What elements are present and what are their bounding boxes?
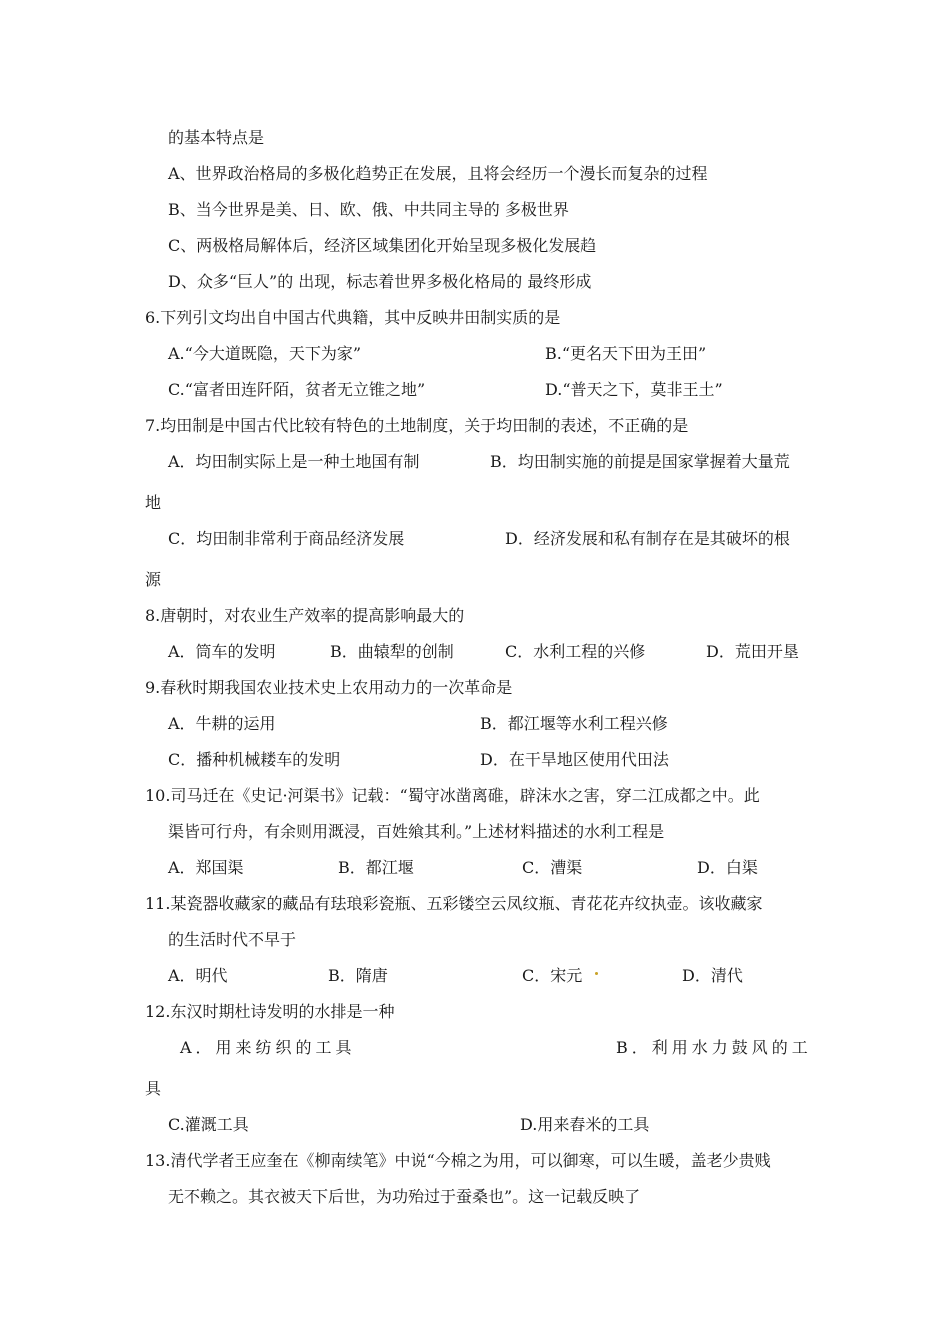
q12-option-c: C.灌溉工具: [168, 1115, 249, 1134]
q9-option-b: B．都江堰等水利工程兴修: [480, 714, 668, 733]
q5-option-b: B、当今世界是美、日、欧、俄、中共同主导的 多极世界: [168, 200, 569, 219]
stray-mark: [595, 972, 598, 975]
q11-option-b: B．隋唐: [328, 966, 388, 985]
q5-stem-continuation: 的基本特点是: [168, 128, 265, 147]
q13-stem-line1: 13.清代学者王应奎在《柳南续笔》中说“今棉之为用，可以御寒，可以生暖，盖老少贵贱: [145, 1151, 771, 1170]
q8-option-b: B．曲辕犁的创制: [330, 642, 454, 661]
q11-stem-line2: 的生活时代不早于: [168, 930, 297, 949]
q12-option-d: D.用来舂米的工具: [520, 1115, 650, 1134]
q7-option-a: A．均田制实际上是一种土地国有制: [168, 452, 420, 471]
q10-option-b: B．都江堰: [338, 858, 414, 877]
q5-option-d: D、众多“巨人”的 出现，标志着世界多极化格局的 最终形成: [168, 272, 592, 291]
q5-option-c: C、两极格局解体后，经济区域集团化开始呈现多极化发展趋: [168, 236, 597, 255]
q7-option-d-continuation: 源: [145, 570, 162, 589]
q11-option-d: D．清代: [682, 966, 743, 985]
q10-option-c: C．漕渠: [522, 858, 583, 877]
q10-option-a: A．郑国渠: [168, 858, 244, 877]
q11-option-c: C．宋元: [522, 966, 583, 985]
q9-option-a: A．牛耕的运用: [168, 714, 276, 733]
q9-option-c: C．播种机械耧车的发明: [168, 750, 341, 769]
q11-option-a: A．明代: [168, 966, 228, 985]
q12-option-a: A．用来纺织的工具: [180, 1038, 356, 1057]
q5-option-a: A、世界政治格局的多极化趋势正在发展，且将会经历一个漫长而复杂的过程: [168, 164, 708, 183]
q8-option-d: D．荒田开垦: [706, 642, 799, 661]
q13-stem-line2: 无不赖之。其衣被天下后世，为功殆过于蚕桑也”。这一记载反映了: [168, 1187, 641, 1206]
q6-stem: 6.下列引文均出自中国古代典籍，其中反映井田制实质的是: [145, 308, 561, 327]
q6-option-d: D.“普天之下，莫非王土”: [545, 380, 723, 399]
q8-stem: 8.唐朝时，对农业生产效率的提高影响最大的: [145, 606, 465, 625]
q7-option-b-continuation: 地: [145, 493, 162, 512]
q7-option-c: C．均田制非常利于商品经济发展: [168, 529, 405, 548]
q6-option-b: B.“更名天下田为王田”: [545, 344, 707, 363]
q10-option-d: D．白渠: [697, 858, 758, 877]
q6-option-c: C.“富者田连阡陌，贫者无立锥之地”: [168, 380, 426, 399]
q10-stem-line2: 渠皆可行舟，有余则用溉浸，百姓飨其利。”上述材料描述的水利工程是: [168, 822, 665, 841]
q10-stem-line1: 10.司马迁在《史记·河渠书》记载：“蜀守冰凿离碓，辟沫水之害，穿二江成都之中。此: [145, 786, 760, 805]
q7-option-d: D．经济发展和私有制存在是其破坏的根: [505, 529, 790, 548]
q9-option-d: D．在干旱地区使用代田法: [480, 750, 669, 769]
q7-option-b: B．均田制实施的前提是国家掌握着大量荒: [490, 452, 790, 471]
q12-stem: 12.东汉时期杜诗发明的水排是一种: [145, 1002, 395, 1021]
q7-stem: 7.均田制是中国古代比较有特色的土地制度，关于均田制的表述，不正确的是: [145, 416, 689, 435]
q8-option-c: C．水利工程的兴修: [505, 642, 646, 661]
q8-option-a: A．筒车的发明: [168, 642, 276, 661]
q12-option-b: B．利用水力鼓风的工: [616, 1038, 812, 1057]
q11-stem-line1: 11.某瓷器收藏家的藏品有珐琅彩瓷瓶、五彩镂空云凤纹瓶、青花花卉纹执壶。该收藏家: [145, 894, 763, 913]
q12-option-b-continuation: 具: [145, 1079, 162, 1098]
q9-stem: 9.春秋时期我国农业技术史上农用动力的一次革命是: [145, 678, 513, 697]
q6-option-a: A.“今大道既隐，天下为家”: [168, 344, 362, 363]
